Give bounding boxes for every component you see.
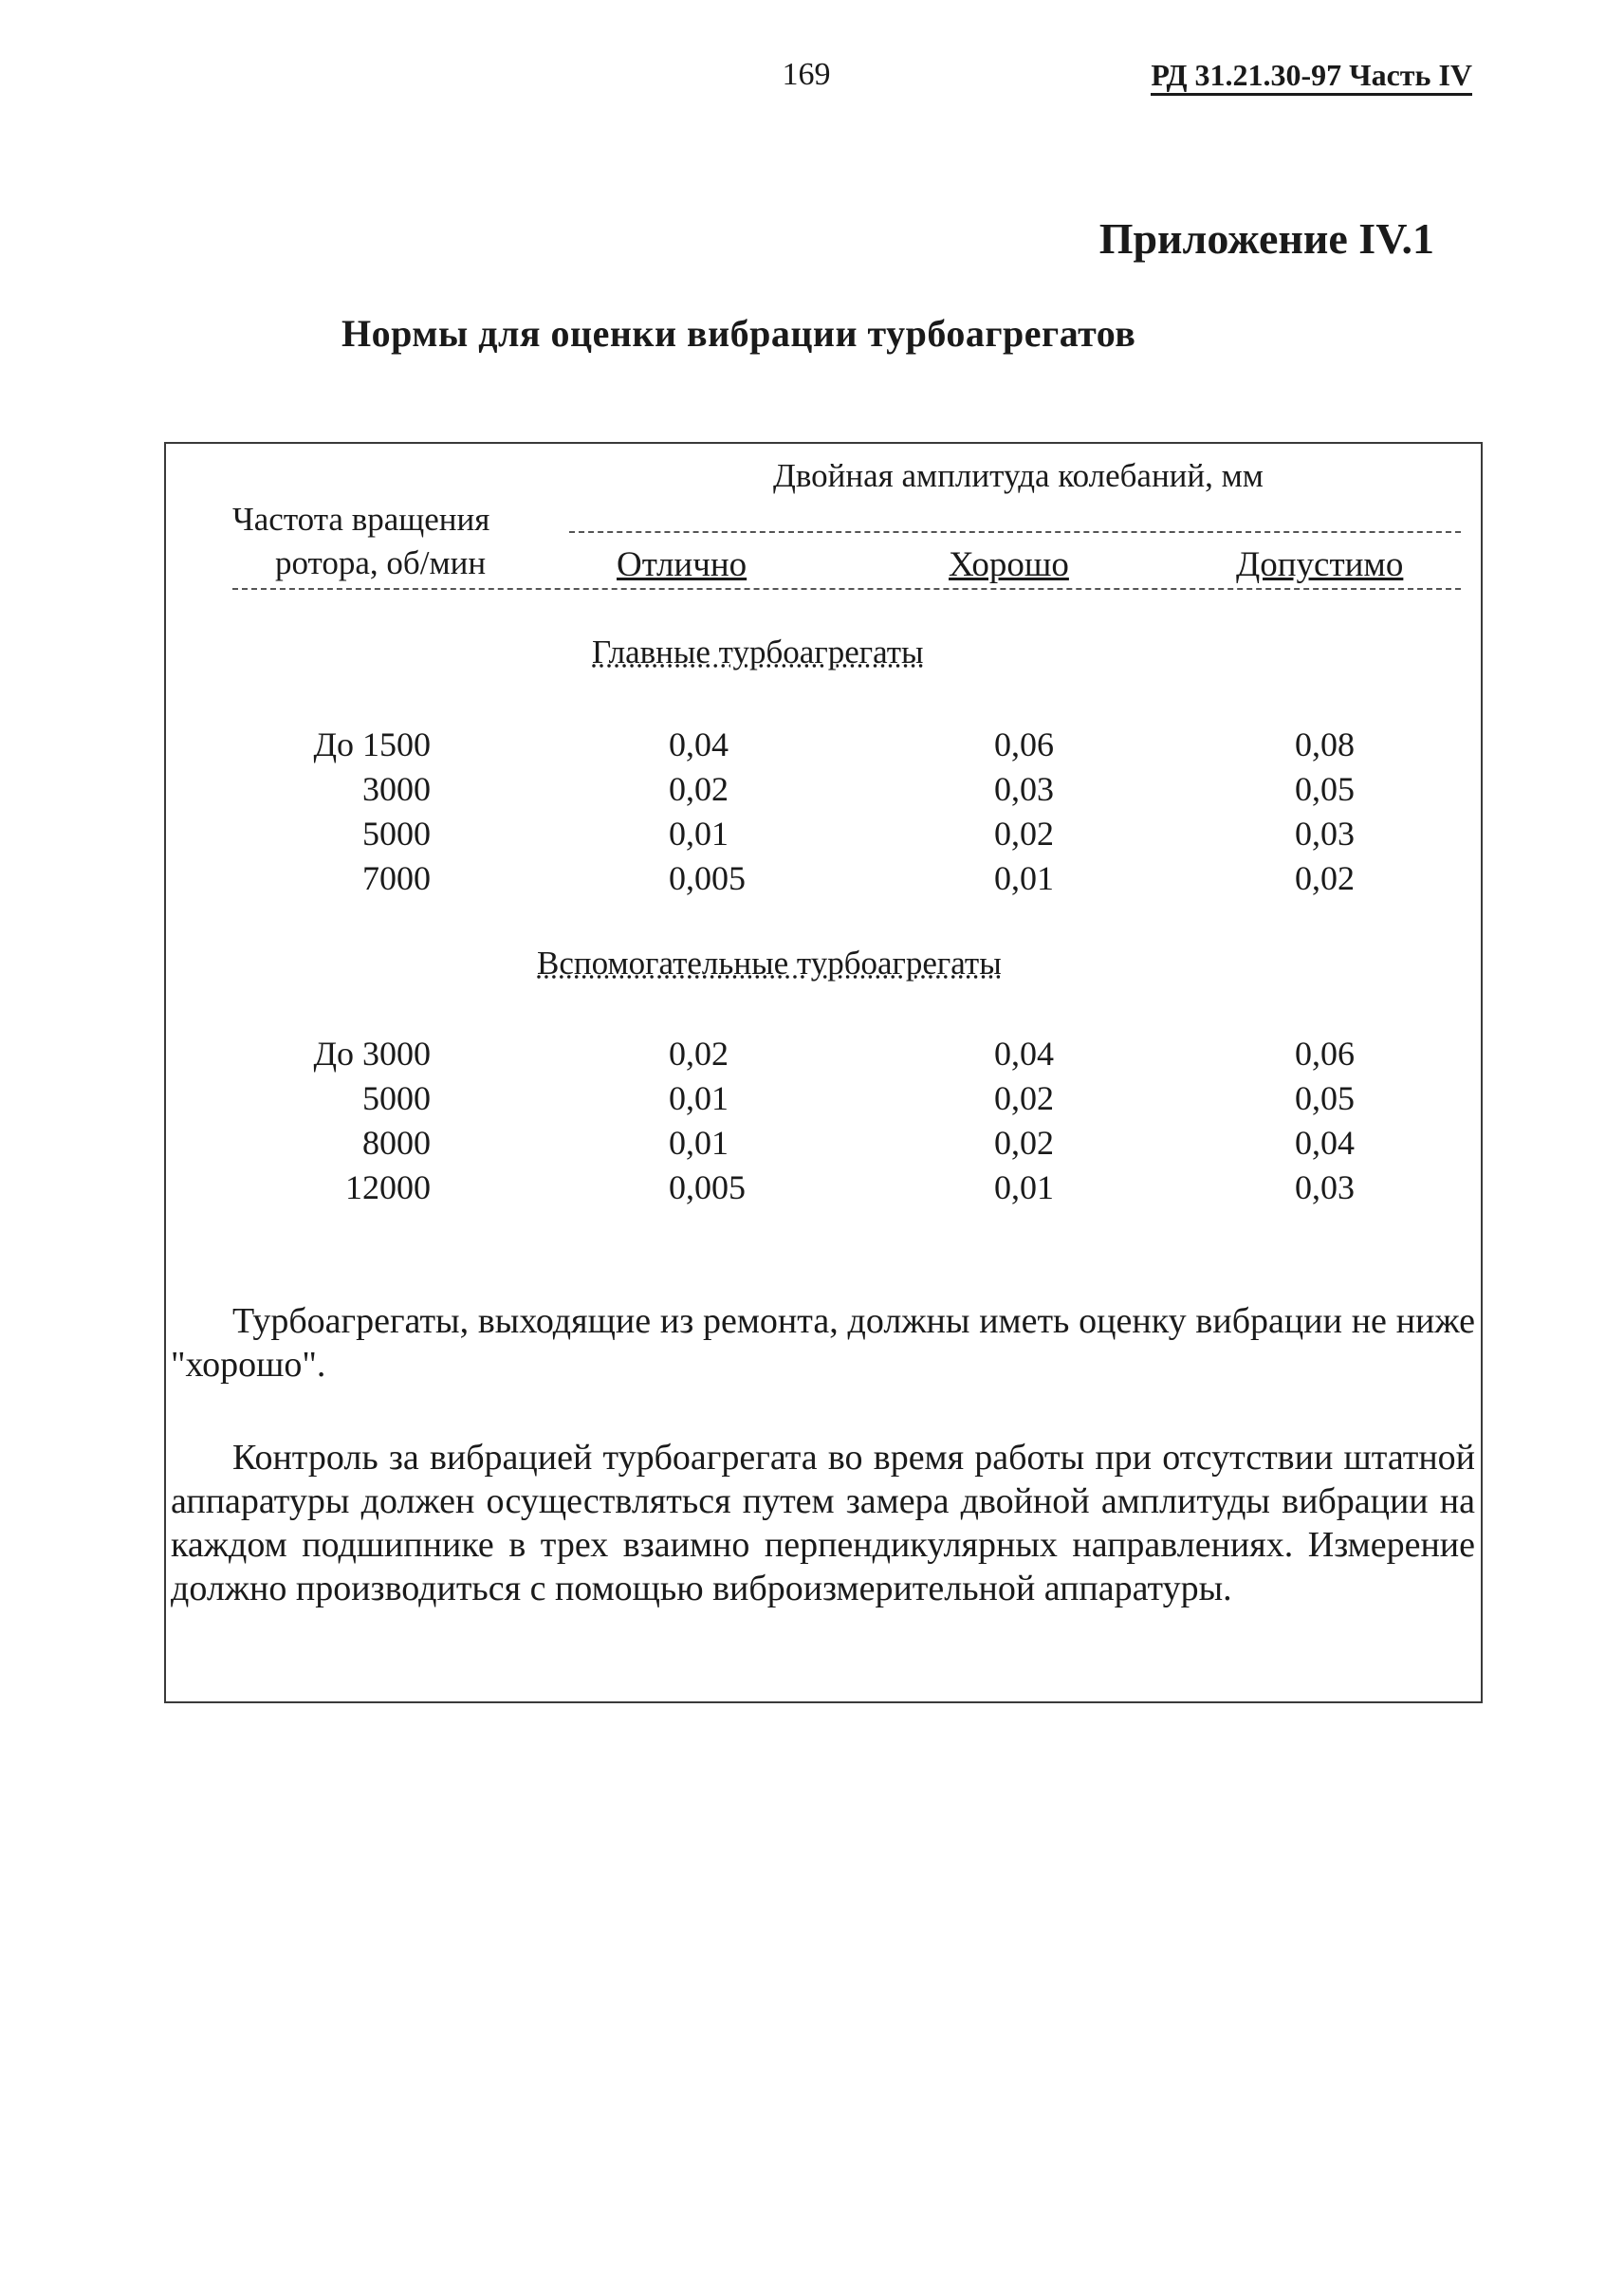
cell-acceptable: 0,04 xyxy=(1295,1124,1355,1162)
column-header-acceptable: Допустимо xyxy=(1236,545,1404,584)
page-number: 169 xyxy=(782,57,831,92)
page-title: Нормы для оценки вибрации турбоагрегатов xyxy=(341,312,1136,355)
cell-good: 0,01 xyxy=(994,859,1054,897)
cell-excellent: 0,04 xyxy=(669,726,729,763)
cell-good: 0,06 xyxy=(994,726,1054,763)
cell-excellent: 0,01 xyxy=(669,1079,729,1117)
group-header-rule xyxy=(569,531,1461,533)
cell-frequency: 7000 xyxy=(362,859,431,897)
cell-good: 0,03 xyxy=(994,770,1054,808)
cell-acceptable: 0,05 xyxy=(1295,770,1355,808)
cell-acceptable: 0,05 xyxy=(1295,1079,1355,1117)
cell-frequency: 5000 xyxy=(362,1079,431,1117)
column-header-good: Хорошо xyxy=(949,545,1069,584)
paragraph-repair-note: Турбоагрегаты, выходящие из ремонта, должны иметь оценку вибрации не ниже "хорошо". xyxy=(171,1301,1475,1385)
cell-acceptable: 0,06 xyxy=(1295,1035,1355,1073)
column-header-excellent: Отлично xyxy=(617,545,747,584)
cell-good: 0,02 xyxy=(994,1124,1054,1162)
cell-acceptable: 0,08 xyxy=(1295,726,1355,763)
cell-frequency: 3000 xyxy=(362,770,431,808)
cell-acceptable: 0,03 xyxy=(1295,815,1355,853)
cell-excellent: 0,01 xyxy=(669,815,729,853)
table-row xyxy=(0,858,1624,904)
table-row xyxy=(0,1034,1624,1079)
table-group-header: Двойная амплитуда колебаний, мм xyxy=(773,457,1264,494)
paragraph-vibration-control: Контроль за вибрацией турбоагрегата во время работы при отсутствии штатной аппаратуры должен осуществляться путем замера двойной амплитуды вибрации на каждом подшипнике в трех взаимно перпендикулярных направлениях. Измерение должно производиться с помощью виброизмерительной аппаратуры. xyxy=(171,1438,1475,1608)
table-row xyxy=(0,814,1624,859)
cell-good: 0,02 xyxy=(994,1079,1054,1117)
appendix-title: Приложение IV.1 xyxy=(1098,214,1434,263)
freq-header-line1: Частота вращения xyxy=(232,501,490,538)
cell-frequency: 5000 xyxy=(362,815,431,853)
header-rule xyxy=(232,588,1461,590)
cell-excellent: 0,005 xyxy=(669,859,746,897)
cell-frequency: 12000 xyxy=(345,1168,431,1206)
freq-header-line2: ротора, об/мин xyxy=(275,544,487,581)
cell-frequency: До 3000 xyxy=(313,1035,431,1073)
cell-excellent: 0,01 xyxy=(669,1124,729,1162)
cell-good: 0,04 xyxy=(994,1035,1054,1073)
cell-excellent: 0,02 xyxy=(669,1035,729,1073)
cell-frequency: 8000 xyxy=(362,1124,431,1162)
cell-good: 0,01 xyxy=(994,1168,1054,1206)
cell-excellent: 0,005 xyxy=(669,1168,746,1206)
section-title-auxiliary: Вспомогательные турбоагрегаты xyxy=(537,945,1002,982)
table-row xyxy=(0,769,1624,815)
section-title-main: Главные турбоагрегаты xyxy=(592,634,924,670)
table-row xyxy=(0,1078,1624,1124)
document-code: РД 31.21.30-97 Часть IV xyxy=(1151,57,1472,96)
cell-good: 0,02 xyxy=(994,815,1054,853)
cell-acceptable: 0,03 xyxy=(1295,1168,1355,1206)
table-row xyxy=(0,1167,1624,1213)
table-row xyxy=(0,725,1624,770)
cell-acceptable: 0,02 xyxy=(1295,859,1355,897)
table-row xyxy=(0,1123,1624,1168)
cell-excellent: 0,02 xyxy=(669,770,729,808)
cell-frequency: До 1500 xyxy=(313,726,431,763)
